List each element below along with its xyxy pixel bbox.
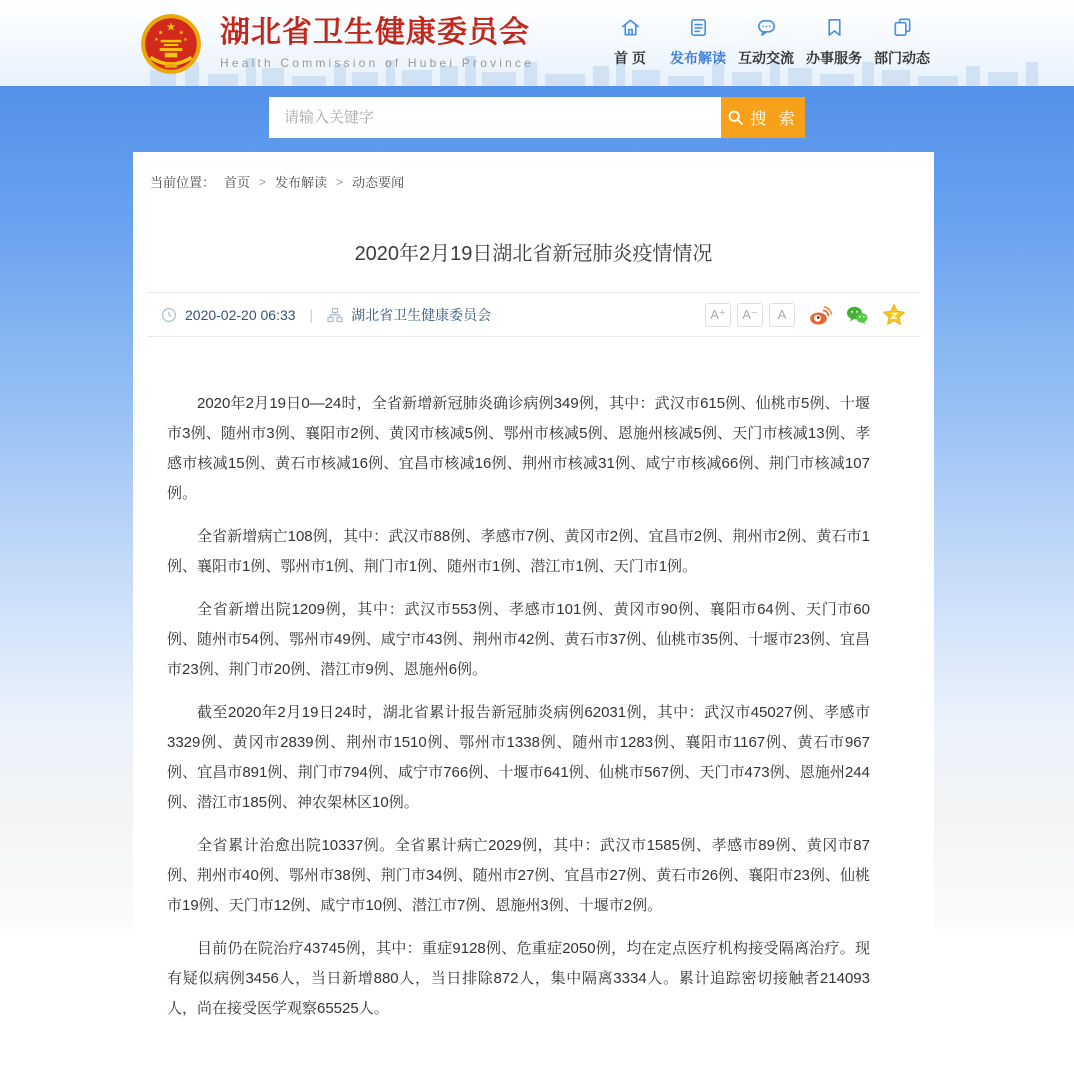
article-paragraph: 截至2020年2月19日24时，湖北省累计报告新冠肺炎病例62031例，其中：武汉市45027例、孝感市3329例、黄冈市2839例、荆州市1510例、鄂州市1338例、随州市1283例、襄阳市1167例、黄石市967例、宜昌市891例、荆门市794例、咸宁市766例、十堰市641例、仙桃市567例、天门市473例、恩施州244例、潜江市185例、神农架林区10例。 <box>167 704 870 811</box>
svg-text:★: ★ <box>183 36 188 43</box>
meta-separator: | <box>309 306 314 323</box>
article-paragraph: 全省新增出院1209例，其中：武汉市553例、孝感市101例、黄冈市90例、襄阳市64例、天门市60例、随州市54例、鄂州市49例、咸宁市43例、荆州市42例、黄石市37例、仙桃市35例、十堰市23例、宜昌市23例、荆门市20例、潜江市9例、恩施州6例。 <box>167 601 870 678</box>
nav-item-publications[interactable] <box>670 16 726 68</box>
site-header <box>0 0 1074 86</box>
article-meta-bar <box>147 292 920 337</box>
article-source: 湖北省卫生健康委员会 <box>351 306 492 323</box>
main-nav <box>602 16 930 68</box>
nav-item-services[interactable] <box>806 16 862 68</box>
breadcrumb-link-publications[interactable]: 发布解读 <box>275 175 328 190</box>
nav-label: 部门动态 <box>874 50 930 66</box>
nav-label: 互动交流 <box>738 50 794 66</box>
breadcrumb <box>133 152 934 191</box>
national-emblem-logo <box>138 9 204 81</box>
content-panel <box>133 152 934 1017</box>
article-paragraph: 目前仍在院治疗43745例，其中：重症9128例、危重症2050例，均在定点医疗机构接受隔离治疗。现有疑似病例3456人，当日新增880人，当日排除872人，集中隔离3334人。累计追踪密切接触者214093人，尚在接受医学观察65525人。 <box>167 940 870 1017</box>
nav-label: 办事服务 <box>806 50 862 66</box>
article-tools <box>699 303 906 327</box>
bookmark-icon <box>823 16 846 39</box>
svg-text:★: ★ <box>154 36 159 43</box>
nav-item-department-news[interactable] <box>874 16 930 68</box>
search-icon <box>727 109 744 126</box>
home-icon <box>619 16 642 39</box>
wechat-icon[interactable] <box>845 303 869 327</box>
search-button-label: 搜 索 <box>750 111 799 128</box>
document-icon <box>687 16 710 39</box>
publish-date: 2020-02-20 06:33 <box>185 306 296 323</box>
clock-icon <box>161 307 177 323</box>
svg-text:★: ★ <box>157 29 164 37</box>
weibo-icon[interactable] <box>808 303 832 327</box>
svg-text:★: ★ <box>165 21 177 34</box>
breadcrumb-prefix: 当前位置： <box>150 175 216 190</box>
page-title: 2020年2月19日湖北省新冠肺炎疫情情况 <box>354 243 713 265</box>
nav-item-interaction[interactable] <box>738 16 794 68</box>
nav-label: 首 页 <box>614 50 646 66</box>
article-body <box>133 337 934 1067</box>
breadcrumb-link-home[interactable]: 首页 <box>224 175 251 190</box>
font-reset-button[interactable]: A <box>769 303 795 327</box>
favorite-star-icon[interactable] <box>882 303 906 327</box>
site-title-block <box>220 16 534 70</box>
font-decrease-button[interactable]: A⁻ <box>737 303 763 327</box>
site-subtitle: Health Commission of Hubei Province <box>220 55 535 70</box>
nav-label: 发布解读 <box>670 50 726 66</box>
copy-icon <box>891 16 914 39</box>
article-paragraph: 全省累计治愈出院10337例。全省累计病亡2029例，其中：武汉市1585例、孝感市89例、黄冈市87例、荆州市40例、鄂州市38例、荆门市34例、随州市27例、宜昌市27例、黄石市26例、襄阳市23例、仙桃市19例、天门市12例、咸宁市10例、潜江市7例、恩施州3例、十堰市2例。 <box>167 837 870 914</box>
source-sitemap-icon <box>327 307 343 323</box>
font-increase-button[interactable]: A⁺ <box>705 303 731 327</box>
breadcrumb-separator: > <box>259 174 267 189</box>
breadcrumb-separator: > <box>336 174 344 189</box>
article-meta-info <box>161 305 491 325</box>
search-input[interactable] <box>269 97 721 138</box>
nav-item-home[interactable] <box>602 16 658 68</box>
breadcrumb-link-news[interactable]: 动态要闻 <box>352 175 405 190</box>
search-bar <box>0 86 1074 138</box>
search-button[interactable] <box>721 97 805 138</box>
svg-text:★: ★ <box>178 29 185 37</box>
site-title: 湖北省卫生健康委员会 <box>220 16 530 50</box>
article-paragraph: 全省新增病亡108例，其中：武汉市88例、孝感市7例、黄冈市2例、宜昌市2例、荆州市2例、黄石市1例、襄阳市1例、鄂州市1例、荆门市1例、随州市1例、潜江市1例、天门市1例。 <box>167 528 870 575</box>
chat-icon <box>755 16 778 39</box>
page-background <box>0 86 1074 1017</box>
article-paragraph: 2020年2月19日0—24时，全省新增新冠肺炎确诊病例349例，其中：武汉市615例、仙桃市5例、十堰市3例、随州市3例、襄阳市2例、黄冈市核减5例、鄂州市核减5例、恩施州核减5例、天门市核减13例、孝感市核减15例、黄石市核减16例、宜昌市核减16例、荆州市核减31例、咸宁市核减66例、荆门市核减107例。 <box>167 395 870 502</box>
